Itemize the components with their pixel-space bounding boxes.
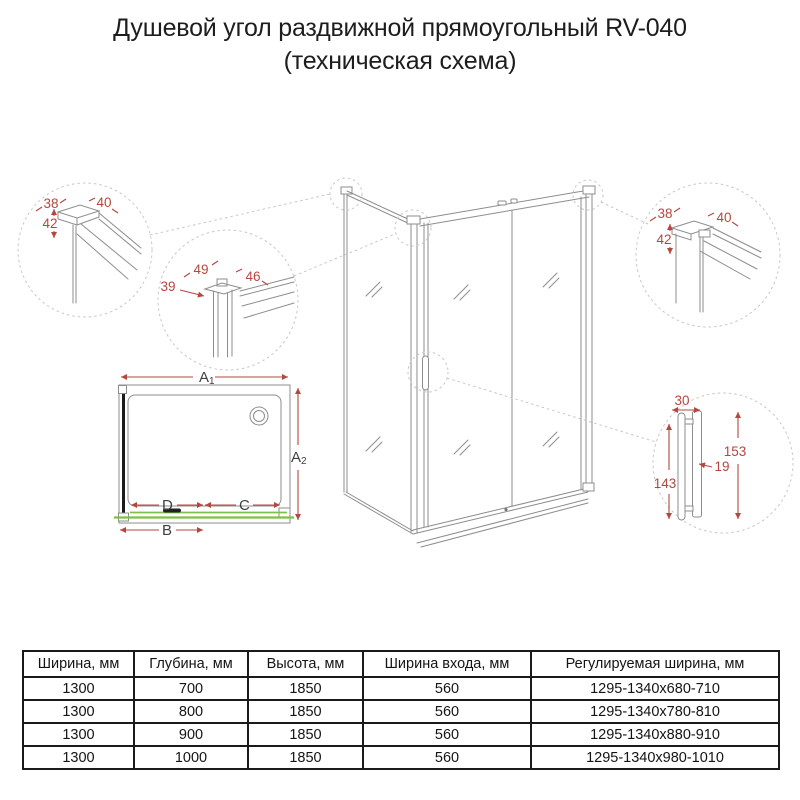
cell: 900	[134, 723, 248, 746]
plan-label-a1: A	[199, 369, 210, 386]
col-entry-width: Ширина входа, мм	[363, 651, 531, 677]
cell: 1850	[248, 746, 363, 769]
cell: 1000	[134, 746, 248, 769]
cell: 1300	[23, 746, 134, 769]
cell: 1295-1340x780-810	[531, 700, 779, 723]
cell: 1850	[248, 677, 363, 700]
door-handle	[423, 356, 429, 390]
sliding-doors	[423, 210, 513, 527]
dim-42-top-left: 42	[42, 216, 58, 231]
plan-label-a1-sub: 1	[209, 376, 215, 387]
cell: 560	[363, 723, 531, 746]
dim-19-handle: 19	[714, 459, 730, 474]
cell: 1300	[23, 677, 134, 700]
top-rail	[420, 186, 595, 226]
cell: 1295-1340x980-1010	[531, 746, 779, 769]
table-row	[23, 723, 779, 746]
plan-label-a2-sub: 2	[301, 456, 307, 467]
side-panel	[341, 187, 413, 534]
cell: 1300	[23, 723, 134, 746]
plan-label-b: B	[162, 522, 173, 539]
table-row	[23, 677, 779, 700]
plan-label-a2: A	[291, 449, 302, 466]
dim-38-top-left: 38	[43, 196, 59, 211]
dim-38-top-right: 38	[657, 206, 673, 221]
detail-circle-top-right	[636, 183, 780, 327]
dim-40-top-right: 40	[716, 210, 732, 225]
detail-circle-mid-left	[158, 230, 298, 370]
cell: 800	[134, 700, 248, 723]
cell: 1295-1340x680-710	[531, 677, 779, 700]
dim-46-mid-left: 46	[245, 269, 261, 284]
cell: 560	[363, 746, 531, 769]
cell: 1850	[248, 723, 363, 746]
plan-view	[114, 369, 307, 539]
cell: 1295-1340x880-910	[531, 723, 779, 746]
table-row	[23, 700, 779, 723]
dim-39-mid-left: 39	[160, 279, 176, 294]
col-depth: Глубина, мм	[134, 651, 248, 677]
cell: 560	[363, 677, 531, 700]
plan-label-d: D	[162, 497, 173, 514]
cell: 560	[363, 700, 531, 723]
cell: 1300	[23, 700, 134, 723]
cell: 700	[134, 677, 248, 700]
table-row	[23, 746, 779, 769]
col-adjustable-width: Регулируемая ширина, мм	[531, 651, 779, 677]
corner-post	[407, 216, 420, 533]
cell: 1850	[248, 700, 363, 723]
bottom-rail	[413, 483, 594, 547]
detail-circle-top-left	[18, 183, 152, 317]
dim-153-handle: 153	[723, 444, 747, 459]
title-line-1: Душевой угол раздвижной прямоугольный RV-040	[113, 14, 687, 42]
spec-table	[22, 650, 780, 770]
title-line-2: (техническая схема)	[283, 46, 517, 75]
dim-40-top-left: 40	[96, 195, 112, 210]
col-width: Ширина, мм	[23, 651, 134, 677]
right-post	[581, 194, 592, 490]
dim-49-mid-left: 49	[193, 262, 209, 277]
spec-table-header-row	[23, 651, 779, 677]
dim-42-top-right: 42	[656, 232, 672, 247]
dim-30-handle: 30	[674, 393, 690, 408]
detail-circle-handle	[653, 393, 793, 533]
col-height: Высота, мм	[248, 651, 363, 677]
plan-label-c: C	[239, 497, 250, 514]
dim-143-handle: 143	[653, 476, 677, 491]
